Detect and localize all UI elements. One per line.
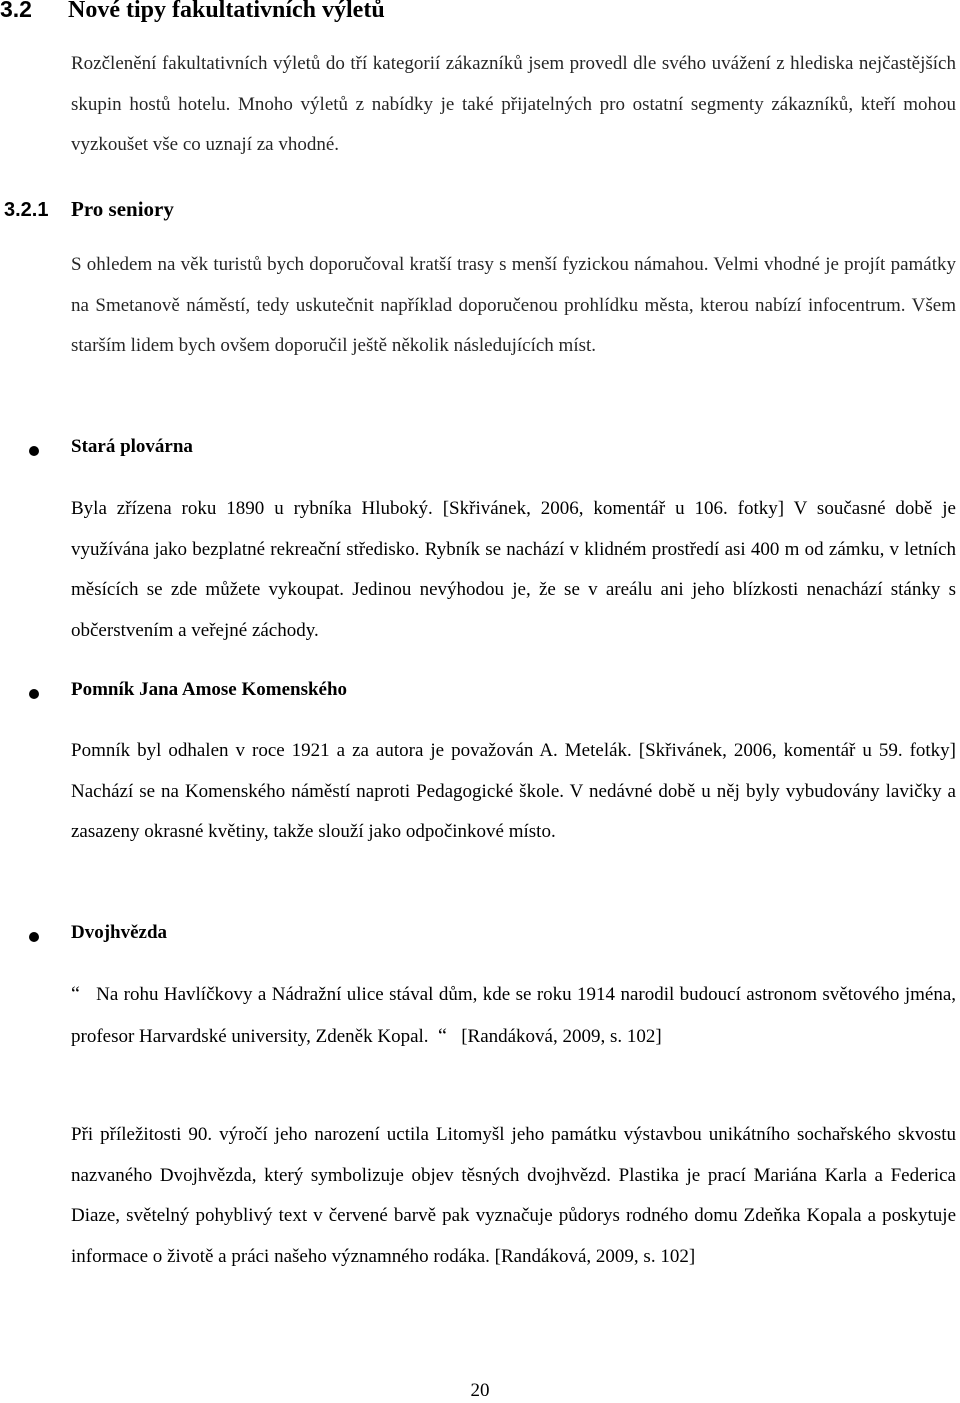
item-title: Stará plovárna <box>71 436 193 457</box>
quote-close-mark: “ <box>438 1024 447 1047</box>
bullet-icon <box>29 932 39 942</box>
item-paragraph: Při příležitosti 90. výročí jeho narození uctila Litomyšl jeho památku výstavbou unikátního sochařského skvostu nazvaného Dvojhvězda, který symbolizuje objev těsných dvojhvězd. Plastika je prací Mariána Karla a Federica Diaze, světelný pohyblivý text v červené barvě pak vyznačuje půdorys rodného domu Zdeňka Kopala a poskytuje informace o životě a práci našeho významného rodáka. [Randáková, 2009, s. 102] <box>71 1124 956 1267</box>
subsection-title: Pro seniory <box>71 197 174 221</box>
quote-paragraph <box>71 974 956 1057</box>
section-number: 3.2 <box>0 0 32 22</box>
item-paragraph: Pomník byl odhalen v roce 1921 a za autora je považován A. Metelák. [Skřivánek, 2006, komentář u 59. fotky] Nachází se na Komenského náměstí naproti Pedagogické škole. V nedávné době u něj byly vybudovány lavičky a zasazeny okrasné květiny, takže slouží jako odpočinkové místo. <box>71 740 956 843</box>
section-heading <box>0 0 385 24</box>
item-title: Pomník Jana Amose Komenského <box>71 679 348 700</box>
quote-text: Na rohu Havlíčkovy a Nádražní ulice stával dům, kde se roku 1914 narodil budoucí astronom světového jména, profesor Harvardské university, Zdeněk Kopal. <box>71 984 957 1047</box>
subsection-number: 3.2.1 <box>4 199 49 221</box>
quote-open-mark: “ <box>71 983 80 1005</box>
intro-paragraph: Rozčlenění fakultativních výletů do tří kategorií zákazníků jsem provedl dle svého uvážení z hlediska nejčastějších skupin hostů hotelu. Mnoho výletů z nabídky je také přijatelných pro ostatní segmenty zákazníků, kteří mohou vyzkoušet vše co uznají za vhodné. <box>71 53 956 156</box>
bullet-icon <box>29 689 39 699</box>
item-title: Dvojhvězda <box>71 922 168 943</box>
quote-source: [Randáková, 2009, s. 102] <box>461 1025 662 1047</box>
subsection-paragraph: S ohledem na věk turistů bych doporučoval kratší trasy s menší fyzickou námahou. Velmi vhodné je projít památky na Smetanově náměstí, tedy uskutečnit například doporučenou prohlídku města, kterou nabízí infocentrum. Všem starším lidem bych ovšem doporučil ještě několik následujících míst. <box>71 254 956 357</box>
page-number: 20 <box>470 1380 490 1401</box>
subsection-heading <box>4 197 174 222</box>
item-paragraph: Byla zřízena roku 1890 u rybníka Hluboký. [Skřivánek, 2006, komentář u 106. fotky] V současné době je využívána jako bezplatné rekreační středisko. Rybník se nachází v klidném prostředí asi 400 m od zámku, v letních měsících se zde můžete vykoupat. Jedinou nevýhodou je, že se v areálu ani jeho blízkosti nenachází stánky s občerstvením a veřejné záchody. <box>71 498 956 641</box>
section-title: Nové tipy fakultativních výletů <box>68 0 385 23</box>
bullet-icon <box>29 446 39 456</box>
